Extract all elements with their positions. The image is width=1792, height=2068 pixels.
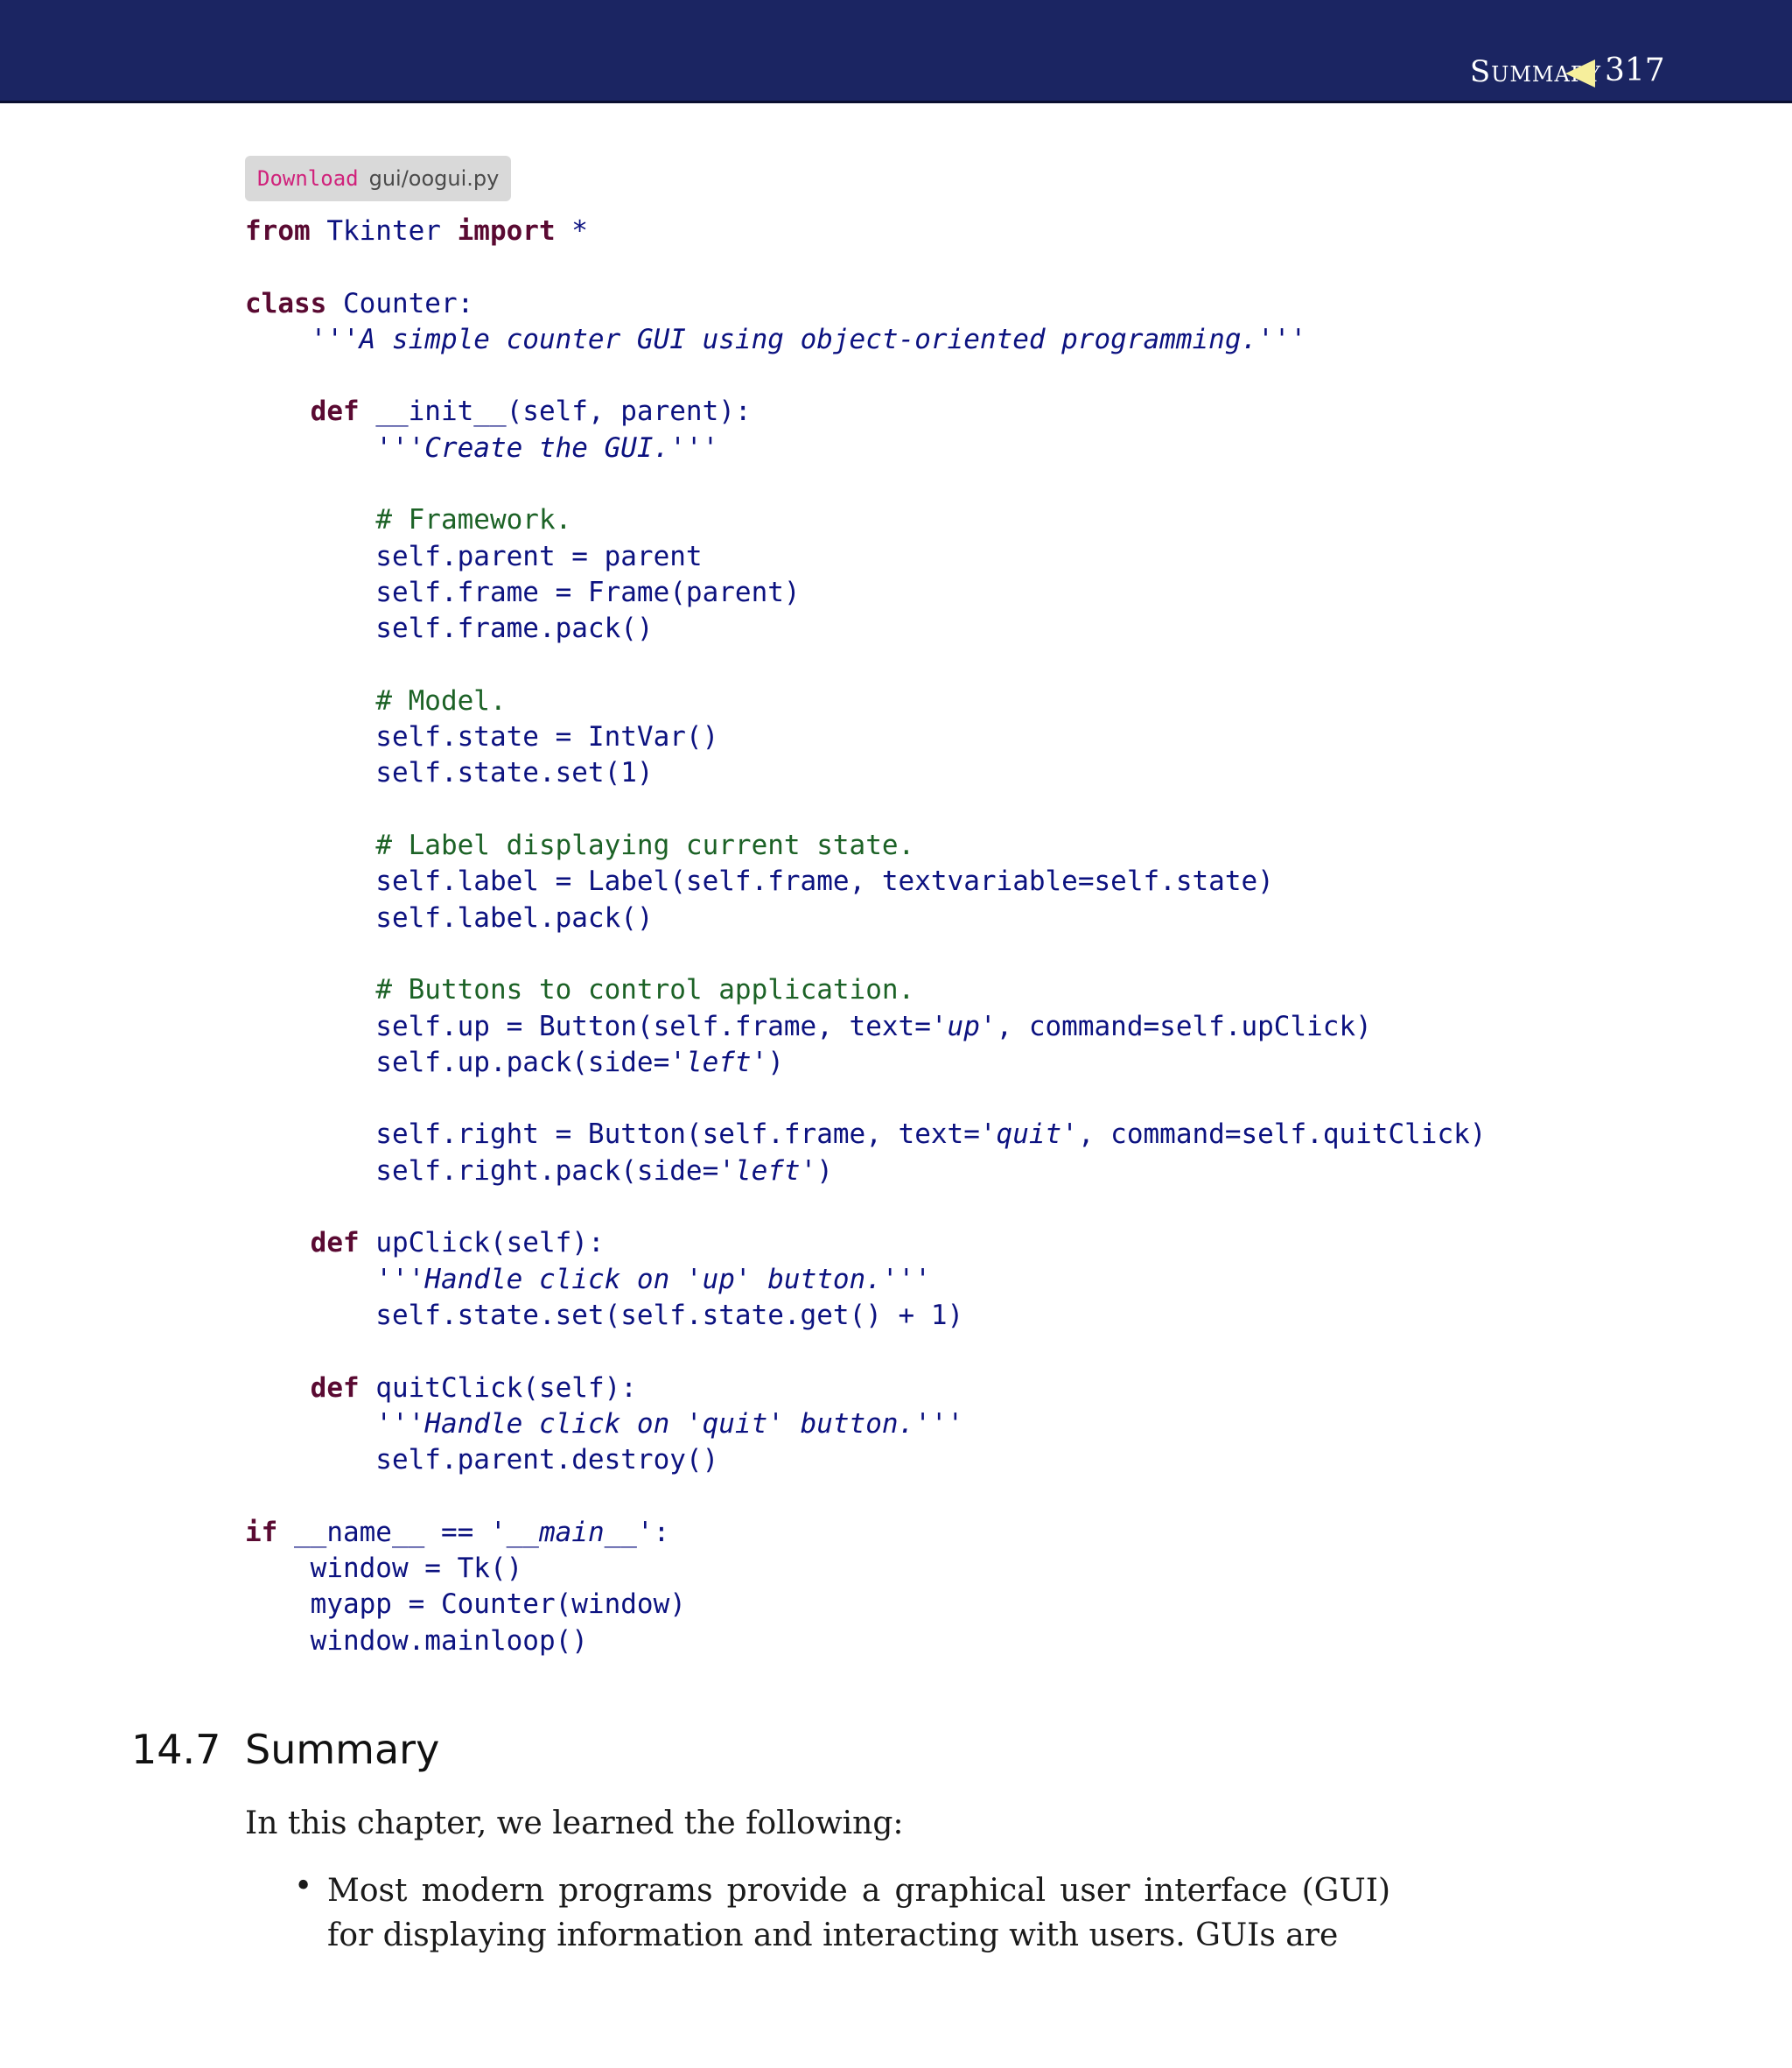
code-line bbox=[245, 394, 1486, 430]
code-keyword: from bbox=[245, 215, 311, 247]
code-text: ) bbox=[816, 1154, 833, 1187]
code-text: self.right.pack(side= bbox=[245, 1154, 719, 1187]
code-string: '''Create the GUI.''' bbox=[375, 431, 719, 464]
code-line bbox=[245, 1153, 1486, 1189]
code-string: 'quit' bbox=[979, 1118, 1078, 1151]
code-text: window.mainloop() bbox=[245, 1624, 588, 1657]
code-text bbox=[245, 685, 375, 717]
code-line bbox=[245, 936, 1486, 972]
code-line bbox=[245, 972, 1486, 1008]
section-title: Summary bbox=[245, 1726, 440, 1773]
running-title: Summary bbox=[1469, 54, 1601, 89]
code-line bbox=[245, 1587, 1486, 1623]
code-keyword: def bbox=[310, 1227, 360, 1259]
code-line bbox=[245, 358, 1486, 394]
code-line bbox=[245, 1334, 1486, 1370]
code-line bbox=[245, 322, 1486, 358]
code-line bbox=[245, 286, 1486, 322]
code-text bbox=[245, 1227, 311, 1258]
code-line bbox=[245, 1370, 1486, 1406]
code-comment: # Buttons to control application. bbox=[375, 974, 915, 1006]
code-line bbox=[245, 1298, 1486, 1334]
code-line bbox=[245, 828, 1486, 864]
code-keyword: import bbox=[457, 215, 556, 247]
code-keyword: class bbox=[245, 287, 327, 319]
intro-paragraph: In this chapter, we learned the following: bbox=[245, 1805, 904, 1841]
code-line bbox=[245, 1081, 1486, 1117]
code-text: Counter: bbox=[326, 287, 474, 319]
code-line bbox=[245, 755, 1486, 791]
bullet-item: Most modern programs provide a graphical user interface (GUI) for displaying information and interacting with users. GUIs are bbox=[327, 1873, 1390, 1953]
code-line bbox=[245, 1515, 1486, 1551]
code-text: self.parent = parent bbox=[245, 540, 703, 572]
download-label[interactable]: Download bbox=[257, 166, 359, 191]
code-line bbox=[245, 502, 1486, 538]
bullet-marker: • bbox=[294, 1868, 313, 1904]
code-line bbox=[245, 1551, 1486, 1587]
code-text: quitClick(self): bbox=[359, 1371, 637, 1404]
code-text bbox=[245, 504, 375, 536]
code-keyword: if bbox=[245, 1516, 278, 1548]
code-text: : bbox=[653, 1516, 670, 1548]
code-text: self.state.set(1) bbox=[245, 757, 654, 789]
code-string: 'left' bbox=[669, 1046, 768, 1078]
code-string: '''A simple counter GUI using object-oriented programming.''' bbox=[310, 323, 1307, 355]
code-line bbox=[245, 683, 1486, 719]
page-number: 317 bbox=[1605, 53, 1665, 88]
code-keyword: def bbox=[310, 1371, 360, 1404]
section-number: 14.7 bbox=[131, 1726, 221, 1773]
code-text: self.frame = Frame(parent) bbox=[245, 576, 801, 608]
code-text: self.label.pack() bbox=[245, 901, 654, 934]
code-text: self.state = IntVar() bbox=[245, 721, 719, 754]
code-comment: # Framework. bbox=[375, 504, 572, 536]
code-text: * bbox=[555, 215, 588, 247]
code-text: self.state.set(self.state.get() + 1) bbox=[245, 1299, 964, 1331]
code-line bbox=[245, 214, 1486, 249]
code-text: self.frame.pack() bbox=[245, 613, 654, 645]
code-text: self.parent.destroy() bbox=[245, 1444, 719, 1476]
code-text bbox=[245, 396, 311, 427]
code-string: '''Handle click on 'up' button.''' bbox=[375, 1263, 931, 1295]
code-string: '''Handle click on 'quit' button.''' bbox=[375, 1407, 964, 1440]
code-line bbox=[245, 1189, 1486, 1225]
code-text bbox=[245, 1408, 375, 1440]
code-text: myapp = Counter(window) bbox=[245, 1588, 686, 1621]
code-text: upClick(self): bbox=[359, 1227, 605, 1259]
code-text: __name__ == bbox=[277, 1516, 490, 1548]
code-text: self.up = Button(self.frame, text= bbox=[245, 1010, 931, 1042]
code-line bbox=[245, 864, 1486, 900]
code-text bbox=[245, 974, 375, 1006]
code-text: , command=self.quitClick) bbox=[1077, 1118, 1487, 1151]
code-line bbox=[245, 431, 1486, 466]
code-comment: # Label displaying current state. bbox=[375, 830, 915, 862]
code-text: , command=self.upClick) bbox=[996, 1010, 1372, 1042]
left-arrow-icon bbox=[1565, 60, 1595, 88]
code-line bbox=[245, 1478, 1486, 1514]
code-line bbox=[245, 1045, 1486, 1081]
running-header bbox=[0, 0, 1792, 103]
code-line bbox=[245, 249, 1486, 285]
code-text: Tkinter bbox=[310, 215, 458, 247]
code-keyword: def bbox=[310, 396, 360, 428]
code-line bbox=[245, 648, 1486, 683]
code-line bbox=[245, 1117, 1486, 1153]
code-line bbox=[245, 1442, 1486, 1478]
code-line bbox=[245, 1262, 1486, 1298]
code-text: window = Tk() bbox=[245, 1552, 523, 1584]
code-text bbox=[245, 1372, 311, 1404]
code-line bbox=[245, 575, 1486, 611]
code-line bbox=[245, 611, 1486, 647]
code-line bbox=[245, 901, 1486, 936]
code-line bbox=[245, 1009, 1486, 1045]
code-text bbox=[245, 324, 311, 355]
code-text bbox=[245, 1264, 375, 1295]
section-heading bbox=[131, 1726, 439, 1773]
code-text: self.label = Label(self.frame, textvariable=self.state) bbox=[245, 866, 1274, 898]
code-line bbox=[245, 1406, 1486, 1442]
code-line bbox=[245, 792, 1486, 828]
code-listing bbox=[245, 214, 1486, 1659]
code-text: ) bbox=[767, 1046, 784, 1078]
download-link[interactable] bbox=[245, 156, 511, 201]
code-line bbox=[245, 1225, 1486, 1261]
code-text bbox=[245, 830, 375, 861]
code-text bbox=[245, 432, 375, 464]
code-string: '__main__' bbox=[489, 1516, 654, 1548]
download-path[interactable]: gui/oogui.py bbox=[368, 166, 500, 191]
code-text: self.right = Button(self.frame, text= bbox=[245, 1118, 980, 1151]
code-line bbox=[245, 1623, 1486, 1659]
code-line bbox=[245, 466, 1486, 502]
code-line bbox=[245, 719, 1486, 755]
code-line bbox=[245, 539, 1486, 575]
code-text: self.up.pack(side= bbox=[245, 1046, 670, 1078]
code-comment: # Model. bbox=[375, 684, 507, 717]
code-string: 'left' bbox=[718, 1154, 817, 1187]
code-string: 'up' bbox=[930, 1010, 997, 1042]
code-text: __init__(self, parent): bbox=[359, 396, 752, 428]
